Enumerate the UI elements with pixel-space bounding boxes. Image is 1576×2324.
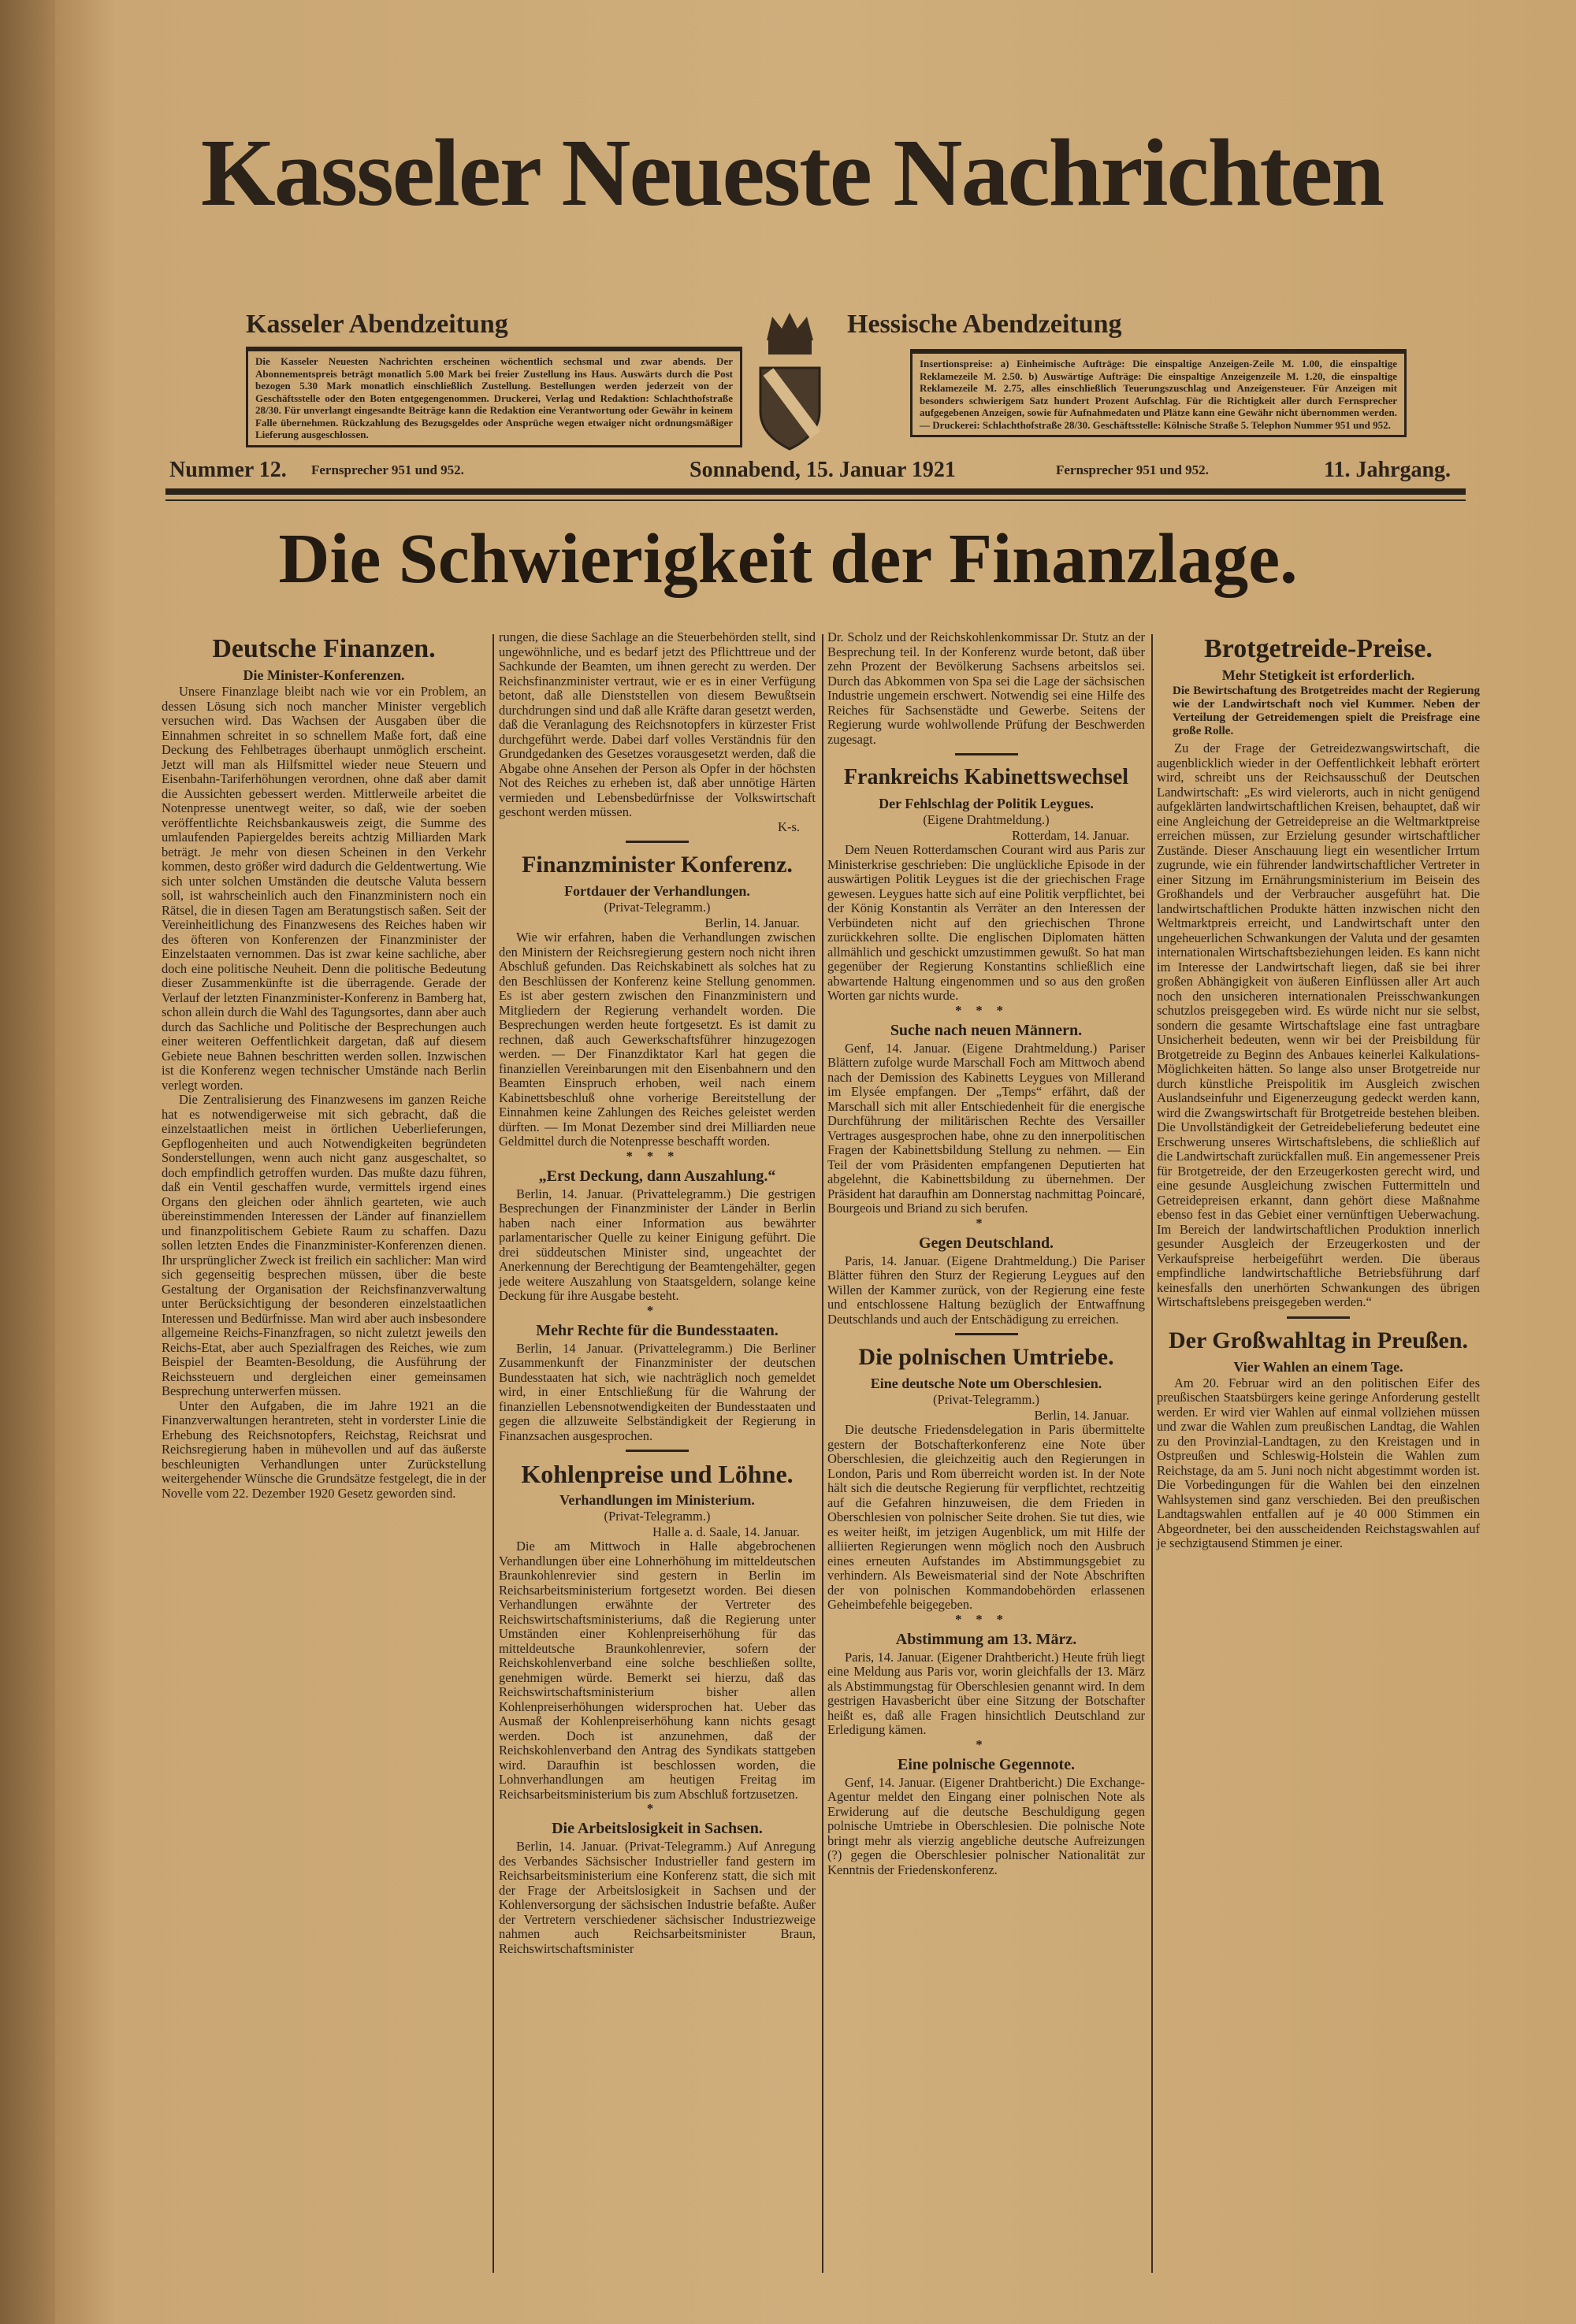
masthead-title: Kasseler Neueste Nachrichten [200,120,1384,226]
article-title: Abstimmung am 13. März. [895,1630,1077,1648]
coat-of-arms-icon [753,309,827,451]
phone-right: Fernsprecher 951 und 952. [1056,462,1209,477]
article-title: Brotgetreide-Preise. [1204,634,1433,663]
phone-left: Fernsprecher 951 und 952. [311,462,464,477]
paragraph: Berlin, 14 Januar. (Privattelegramm.) Die Berliner Zusammenkunft der Finanzminister der deutschen Bundesstaaten hat sich, wie nachträglich noch gemeldet wird, in einer Entschließung für die Wahrung der finanziellen Lebensnotwendigkeiten der Bundesstaaten und gegen die allzuweite Selbständigkeit der Regierung in Finanzsachen ausgesprochen. [499,1340,816,1443]
column-divider [822,634,823,2273]
article-subtitle: Vier Wahlen an einem Tage. [1233,1358,1403,1375]
column-divider [1151,634,1153,2273]
dateline: Berlin, 14. Januar. [704,915,800,930]
article-title: Kohlenpreise und Löhne. [521,1460,794,1488]
separator [626,841,689,843]
paragraph: Dem Neuen Rotterdamschen Courant wird aus Paris zur Ministerkrise geschrieben: Die unglückliche Episode in der auswärtigen Politik Leygues ist die der griechischen Frage gewesen. Leygues hatte sich auf eine Politik verpflichtet, bei der König Konstantin als Verräter an den Interessen der Verbündeten nicht auf den griechischen Throne zurückkehren sollte. Die englischen Diplomaten hätten allmählich und geschickt umzustimmen gewußt. So hat man gegenüber der Regierung Konstantins schließlich eine abwartende Haltung eingenommen und so aus den großen Worten gar nichts wurde. [827,842,1145,1003]
dateline: Halle a. d. Saale, 14. Januar. [652,1524,800,1539]
separator-stars: *** [955,1002,1017,1018]
paragraph: Wie wir erfahren, haben die Verhandlungen zwischen den Ministern der Reichsregierung gestern noch nicht ihren Abschluß gefunden. Das Reichskabinett als solches hat zu den Beschlüssen der Konferenz keine Stellung genommen. Es ist aber gestern zwischen den Finanzministern und Mitgliedern der Regierung verhandelt worden. Die Besprechungen werden heute fortgesetzt. Es ist damit zu rechnen, daß auch Gewerkschaftsführer hinzugezogen werden. — Der Finanzdiktator Karl hat gegen die finanziellen Vereinbarungen mit den Eisenbahnern und den Beamten Einspruch erhoben, weil nach einem Kabinettsbeschluß ohne vorherige Bereitstellung der Einnahmen keine Zahlungen des Reiches geleistet werden dürften. — Im Monat Dezember sind drei Milliarden neue Geldmittel durch die Notenpresse beschafft worden. [499,930,816,1149]
paragraph: Die Zentralisierung des Finanzwesens im ganzen Reiche hat es notwendigerweise mit sich gebracht, daß die einzelstaatlichen meist in örtlichen Ueberlieferungen, Gepflogenheiten und auch Notwendigkeiten begründeten Sonderstellungen, wenn auch nicht ganz ausgeschaltet, so doch empfindlich getroffen wurden. Das mußte dazu führen, daß ein Ventil geschaffen wurde, vermittels irgend eines Organs den gleichen oder ähnlich gearteten, wie auch übereinstimmenden Interessen der Länder auf finanziellem und finanzpolitischem Gebiete Raum zu schaffen. Dazu sollen letzten Endes die Finanzminister-Konferenzen dienen. Ihr ursprünglicher Zweck ist freilich ein sachlicher: Man wird sich gegenseitig besprechen müssen, über die beste Gestaltung der Organisation der Reichsfinanzverwaltung unter Berücksichtigung der besonderen einzelstaatlichen Interessen und Bedürfnisse. Man wird aber auch insbesondere allgemeine Reichs-Finanzfragen, so nicht zuletzt jeweils den Reichs-Etat, aber auch Spezialfragen des Reiches, wie zum Beispiel der Beamten-Besoldung, die Ausführung der Reichssteuern und dergleichen einer gemeinsamen Besprechung unterwerfen müssen. [162,1092,486,1398]
column-4 [1157,630,1480,1551]
article-title: „Erst Deckung, dann Auszahlung.“ [538,1167,776,1185]
article-title: Der Großwahltag in Preußen. [1168,1327,1469,1353]
column-divider [492,634,494,2273]
paragraph: Unter den Aufgaben, die im Jahre 1921 an die Finanzverwaltungen herantreten, steht in vorderster Linie die Erhebung des Reichsnotopfers, Reichstag, Reichsrat und Reichsregierung haben in mühevollen und auf das äußerste beschleunigten Verhandlungen unter Zurückstellung weitergehender Wünsche die Grundsätze festgelegt, die in der Novelle vom 22. Dezember 1920 Gesetz geworden sind. [162,1398,486,1501]
main-headline: Die Schwierigkeit der Finanzlage. [278,520,1298,598]
paragraph: rungen, die diese Sachlage an die Steuerbehörden stellt, sind ungewöhnliche, und es bedarf jetzt des Pflichttreue und der Sachkunde der Beamten, um ihnen gerecht zu werden. Der Reichsfinanzminister vertraut, wie er es in einer Verfügung betont, daß alle Dienststellen von diesem Bewußtsein durchdrungen sind und daß alle Kräfte daran gesetzt werden, daß die Veranlagung des Reichsnotopfers in kürzester Frist durchgeführt werde. Dabei darf volles Verständnis für den Grundgedanken des Gesetzes vorausgesetzt werden, daß die Abgabe ohne Ansehen der Person als Opfer in der höchsten Not des Reiches zu erheben ist, daß aber unnötige Härten vermieden und Lebensbedürfnisse der Volkswirtschaft geschont werden müssen. [499,629,816,819]
subtitle-left: Kasseler Abendzeitung [246,310,508,339]
header-rule [165,488,1466,495]
issue-date: Sonnabend, 15. Januar 1921 [690,458,956,482]
source-note: (Eigene Drahtmeldung.) [923,812,1050,827]
paragraph: Genf, 14. Januar. (Eigener Drahtbericht.) Die Exchange-Agentur meldet den Eingang einer polnischen Note als Erwiderung auf die deutsche Beschuldigung gegen polnische Umtriebe in Oberschlesien. Die polnische Note bringt mehr als vierzig angebliche deutsche Aufreizungen (?) gegen die Oberschlesier polnischer Nationalität zur Kenntnis der Friedenskonferenz. [827,1774,1145,1877]
source-note: (Privat-Telegramm.) [933,1392,1039,1407]
column-2 [499,630,816,1956]
page-fold-edge [0,0,57,2324]
paragraph: Unsere Finanzlage bleibt nach wie vor ein Problem, an dessen Lösung sich noch mancher Minister vergeblich versuchen wird. Das Wachsen der Ausgaben über die Einnahmen schreitet in so schnellem Maße fort, daß eine Deckung des Fehlbetrages überhaupt unmöglich erscheint. Jetzt will man als Hilfsmittel wieder neue Steuern und Eisenbahn-Tariferhöhungen verordnen, ohne daß aber damit die Aussichten gebessert werden. Mittlerweile arbeitet die Notenpresse unentwegt weiter, so daß, wie der soeben veröffentlichte Reichsbankausweis zeigt, die Summe des umlaufenden Papiergeldes bereits achtzig Milliarden Mark beträgt. Je mehr von diesen Scheinen in den Verkehr kommen, desto größer wird dadurch die Geldentwertung. Wie sich unter solchen Umständen die deutsche Valuta bessern soll, ist wahrscheinlich auch den Finanzministern noch ein Rätsel, die in diesen Tagen am Beratungstisch saßen. Seit der Vereinheitlichung des Finanzwesens des Reiches haben wir des öfteren von Konferenzen der Finanzminister der Einzelstaaten vernommen. Das ist zwar keine sachliche, aber doch eine politische Neuheit. Denn die politische Bedeutung dieser Zusammenkünfte ist die überragende. Gerade der Verlauf der letzten Finanzminister-Konferenz in Bamberg hat, schon allein durch die Wahl des Tagungsortes, dann aber auch durch das Sachliche und Politische der Besprechungen auch einer weiteren Oeffentlichkeit dargetan, daß auf diesem Gebiete neue Bahnen beschritten werden sollen. Inzwischen ist die Konferenz wegen technischer Umstände nach Berlin verlegt worden. [162,684,486,1093]
author-signature: K-s. [778,819,800,834]
paragraph: Berlin, 14. Januar. (Privat-Telegramm.) Auf Anregung des Verbandes Sächsischer Industrieller fand gestern im Reichsarbeitsministerium eine Konferenz statt, die sich mit der Frage der Arbeitslosigkeit in Sachsen und der Kohlenversorgung der sächsischen Industrie befaßte. Außer der Vertretern verschiedener sächsischer Industriezweige nahmen auch Reichsarbeitsminister Braun, Reichswirtschaftsminister [499,1839,816,1956]
paragraph: Am 20. Februar wird an den politischen Eifer des preußischen Staatsbürgers keine geringe Anforderung gestellt werden. Er wird vier Wahlen auf einmal vollziehen müssen und zwar die Wahlen zum preußischen Landtag, die Wahlen zu den Provinzial-Landtagen, zu den Kreistagen und in Ostpreußen und Schleswig-Holstein die Wahlen zum Reichstage, da am 5. Juni noch nicht abgestimmt worden ist. Die Vorbedingungen für die Wahlen bei den einzelnen Wahlsystemen sind ganz verschieden. Bei den preußischen Landtagswahlen entfallen auf je 40 000 Stimmen ein Abgeordneter, bei den ausscheidenden Reichstagswahlen auf je sechzigtausend Stimmen je einer. [1157,1375,1480,1550]
article-subtitle: Fortdauer der Verhandlungen. [564,883,750,899]
article-subtitle: Die Minister-Konferenzen. [243,667,405,683]
separator-stars: *** [626,1148,689,1164]
separator-stars: *** [955,1611,1017,1627]
article-title: Suche nach neuen Männern. [890,1021,1083,1039]
header-rule-thin [165,499,1466,501]
paragraph: Paris, 14. Januar. (Eigene Drahtmeldung.) Die Pariser Blätter führen den Sturz der Regierung Leygues auf den Willen der Kammer zurück, von der Regierung eine feste und entschlossene Haltung bezüglich der Entwaffnung Deutschlands und auch der Entschädigung zu erreichen. [827,1253,1145,1327]
article-title: Eine polnische Gegennote. [897,1755,1075,1773]
advertising-rates-box: Insertionspreise: a) Einheimische Aufträge: Die einspaltige Anzeigen-Zeile M. 1.00, die einspaltige Reklamezeile M. 2.50. b) Auswärtige Aufträge: Die einspaltige Anzeigenzeile M. 1.20, die einspaltige Reklamezeile M. 2.75, alles einschließlich Teuerungszuschlag und Anzeigensteuer. Für Anzeigen mit besonders schwierigem Satz hundert Prozent Aufschlag. Für die Richtigkeit aller durch Fernsprecher aufgegebenen Anzeigen, sowie für Aufnahmedaten und Plätze kann eine Gewähr nicht übernommen werden. — Druckerei: Schlachthofstraße 28/30. Geschäftsstelle: Kölnische Straße 5. Telephon Nummer 951 und 952. [910,349,1407,437]
separator-stars: * [976,1736,997,1752]
separator [626,1450,689,1452]
paragraph: Berlin, 14. Januar. (Privattelegramm.) Die gestrigen Besprechungen der Finanzminister der Länder in Berlin haben nach einer Information aus bewährter parlamentarischer Quelle zu keiner Einigung geführt. Die drei süddeutschen Minister sind, ungeachtet der Anerkennung der Berechtigung der Beamtengehälter, gegen jede weitere Auszahlung von Staatsgeldern, solange keine Deckung für ihre Ausgabe besteht. [499,1186,816,1303]
paragraph: Die deutsche Friedensdelegation in Paris übermittelte gestern der Botschafterkonferenz eine Note über Oberschlesien, die gleichzeitig auch den Regierungen in London, Paris und Rom überreicht worden ist. In der Note hält sich die deutsche Regierung für verpflichtet, rechtzeitig auf die Gefahren hinzuweisen, die dem Frieden in Oberschlesien von polnischer Seite drohen. Sie tut dies, wie es weiter heißt, im jetzigen Augenblick, um mit Hilfe der alliierten Regierungen wenn möglich noch den Ausbruch eines erneuten Aufstandes im Abstimmungsgebiet zu verhindern. Als Beweismaterial sind der Note Abschriften der von polnischen Kommandobehörden erlassenen Geheimbefehle beigegeben. [827,1422,1145,1612]
dateline: Rotterdam, 14. Januar. [1012,827,1129,843]
article-title: Die Arbeitslosigkeit in Sachsen. [552,1820,763,1837]
paragraph: Zu der Frage der Getreidezwangswirtschaft, die augenblicklich wieder in der Oeffentlichkeit lebhaft erörtert wird, schreibt uns der Reichsausschuß der Deutschen Landwirtschaft: „Es wird vielerorts, auch in nicht genügend aufgeklärten landwirtschaftlichen Kreisen, behauptet, daß wir eine Angleichung der Getreidepreise an die Weltmarktpreise erreichen müssen, zur Erzielung gesunder wirtschaftlicher Zustände. Dieser Anschauung liegt ein wesentlicher Irrtum zugrunde, wie ein führender landwirtschaftlicher Vertreter in einer Sitzung im Ernährungsministerium im Beisein des Großhandels und der Verbraucher ausgeführt hat. Die landwirtschaftlichen Produkte hätten inzwischen nicht den Weltmarktpreis erreicht, und Landwirtschaft unter den ungeheuerlichen Schwankungen der Valuta und der gesamten internationalen Wirtschaftsbeziehungen leiden. Es kann nicht im Interesse der Landwirtschaft liegen, daß sie bei ihrer großen Abhängigkeit von äußeren Einflüssen aller Art auch noch den unsicheren internationalen Preisschwankungen schutzlos preisgegeben wird. Es würde nicht nur sie selbst, sondern die gesamte Wirtschaftslage eine fast untragbare Unsicherheit bedeuten, wenn wir bei der Preisbildung für Brotgetreide zu Beginn des Anbaues keinerlei Kalkulations-Möglichkeiten hätten. So lange also unser Brotgetreide nur durch künstliche Preispolitik im Ausgleich zwischen Auslandseinfuhr und Eigenerzeugung gedeckt werden kann, wird die Zwangswirtschaft für Brotgetreide bestehen bleiben. Die Unvollständigkeit der Getreidebelieferung bedeutet eine Erschwerung unseres Wirtschaftslebens, die schließlich auf die Landwirtschaft zurückfallen muß. Ein angemessener Preis für Brotgetreide, der den Erzeugerkosten gerecht wird, und eine gesunde Ausgleichung zwischen Futtermitteln und Getreidepreisen erkannt, dann gehört diese Maßnahme ebenso fest in das Gebiet einer vernünftigen Ueberwachung. Im Bereich der landwirtschaftlichen Produktion innerlich gesunder Ausgleich der Erzeugerkosten und der Verkaufspreise herbeigeführt werden. Die überaus empfindliche landwirtschaftliche Betriebsführung darf keinesfalls den unerhörten Schwankungen des übrigen Wirtschaftslebens preisgegeben werden.“ [1157,741,1480,1309]
paragraph: Dr. Scholz und der Reichskohlenkommissar Dr. Stutz an der Besprechung teil. In der Konferenz wurde betont, daß über zehn Prozent der Bevölkerung Sachsens arbeitslos sei. Durch das Abkommen von Spa sei die Lage der sächsischen Industrie ungemein erschwert. Notwendig sei eine Hilfe des Reiches für Sachsenstädte und Gewerbe. Seitens der Regierung wurde wohlwollende Prüfung der Beschwerden zugesagt. [827,629,1145,747]
subtitle-right: Hessische Abendzeitung [847,310,1122,339]
dateline: Berlin, 14. Januar. [1034,1407,1129,1423]
separator [955,753,1018,755]
article-subtitle: Der Fehlschlag der Politik Leygues. [879,796,1094,811]
article-title: Gegen Deutschland. [918,1234,1054,1252]
article-subtitle: Eine deutsche Note um Oberschlesien. [870,1375,1102,1391]
article-title: Finanzminister Konferenz. [522,852,793,878]
source-note: (Privat-Telegramm.) [604,900,711,915]
subscription-info-box: Die Kasseler Neuesten Nachrichten erscheinen wöchentlich sechsmal und zwar abends. Der Abonnementspreis beträgt monatlich 5.00 Mark bei freier Zustellung ins Haus. Auswärts durch die Post bezogen 5.30 Mark monatlich einschließlich Zustellung. Bestellungen werden jederzeit von der Geschäftsstelle oder den Boten entgegengenommen. Druckerei, Verlag und Redaktion: Schlachthofstraße 28/30. Für unverlangt eingesandte Beiträge kann die Redaktion eine Verantwortung oder Gewähr in keinem Falle übernehmen. Rückzahlung des Bezugsgeldes oder Ansprüche wegen etwaiger nicht ordnungsmäßiger Lieferung ausgeschlossen. [246,347,742,447]
article-subtitle: Mehr Stetigkeit ist erforderlich. [1221,667,1415,683]
article-title: Die polnischen Umtriebe. [858,1344,1114,1370]
issue-number: Nummer 12. [169,458,287,482]
article-deutsche-finanzen [162,630,486,1501]
paragraph: Genf, 14. Januar. (Eigene Drahtmeldung.) Pariser Blättern zufolge wurde Marschall Foch am Mittwoch abend nach der Demission des Kabinetts Leygues von Millerand im Elysée empfangen. Der „Temps“ erfährt, daß der Marschall sich mit aller Entschiedenheit für die energische Durchführung der militärischen Rechte des Versailler Vertrages ausgesprochen habe, ohne zu den innerpolitischen Fragen der Kabinettsbildung Stellung zu nehmen. — Ein Teil der vom Präsidenten empfangenen Deputierten hat abgelehnt, die Kabinettsbildung zu übernehmen. Der Präsident hat daraufhin am Donnerstag nachmittag Poincaré, Bourgeois und Briand zu sich berufen. [827,1040,1145,1216]
article-lead: Die Bewirtschaftung des Brotgetreides macht der Regierung wie der Landwirtschaft noch viel Kummer. Neben der Verteilung der Getreidemengen spielt die Preisfrage eine große Rolle. [1173,685,1480,737]
separator-stars: * [646,1801,668,1816]
article-title: Frankreichs Kabinettswechsel [843,765,1129,789]
column-3 [827,630,1145,1877]
separator-stars: * [646,1302,668,1318]
paragraph: Paris, 14. Januar. (Eigener Drahtbericht.) Heute früh liegt eine Meldung aus Paris vor, worin gleichfalls der 13. März als Abstimmungstag für Oberschlesien genannt wird. In dem gestrigen Havasbericht über eine Sitzung der Botschafter heißt es, daß alle Fragen hinsichtlich Deutschland zur Erledigung kämen. [827,1649,1145,1737]
volume-year: 11. Jahrgang. [1324,458,1451,482]
separator [1287,1316,1350,1319]
paragraph: Die am Mittwoch in Halle abgebrochenen Verhandlungen über eine Lohnerhöhung im mitteldeutschen Braunkohlenrevier sind gestern in Berlin im Reichsarbeitsministerium fortgesetzt worden. Bei diesen Verhandlungen erwähnte der Vertreter des Reichswirtschaftsministeriums, daß die Regierung unter Umständen einer Kohlenpreiserhöhung für das mitteldeutsche Braunkohlenrevier, sofern der Reichskohlenverband eine solche beschließen sollte, genehmigen würde. Bemerkt sei hierzu, daß das Reichswirtschaftsministerium bisher allen Kohlenpreiserhöhungen widersprochen hat. Ueber das Ausmaß der Kohlenpreiserhöhung kann nichts gesagt werden. Doch ist anzunehmen, daß der Reichskohlenverband den Antrag des Syndikats stattgeben wird. Daraufhin ist beschlossen worden, die Lohnverhandlungen am heutigen Freitag im Reichsarbeitsministerium bis zum Abschluß fortzusetzen. [499,1539,816,1802]
article-title: Deutsche Finanzen. [212,634,436,663]
article-title: Mehr Rechte für die Bundesstaaten. [536,1321,779,1339]
article-subtitle: Verhandlungen im Ministerium. [559,1492,755,1508]
source-note: (Privat-Telegramm.) [604,1509,711,1524]
separator-stars: * [976,1215,997,1231]
separator [955,1333,1018,1335]
